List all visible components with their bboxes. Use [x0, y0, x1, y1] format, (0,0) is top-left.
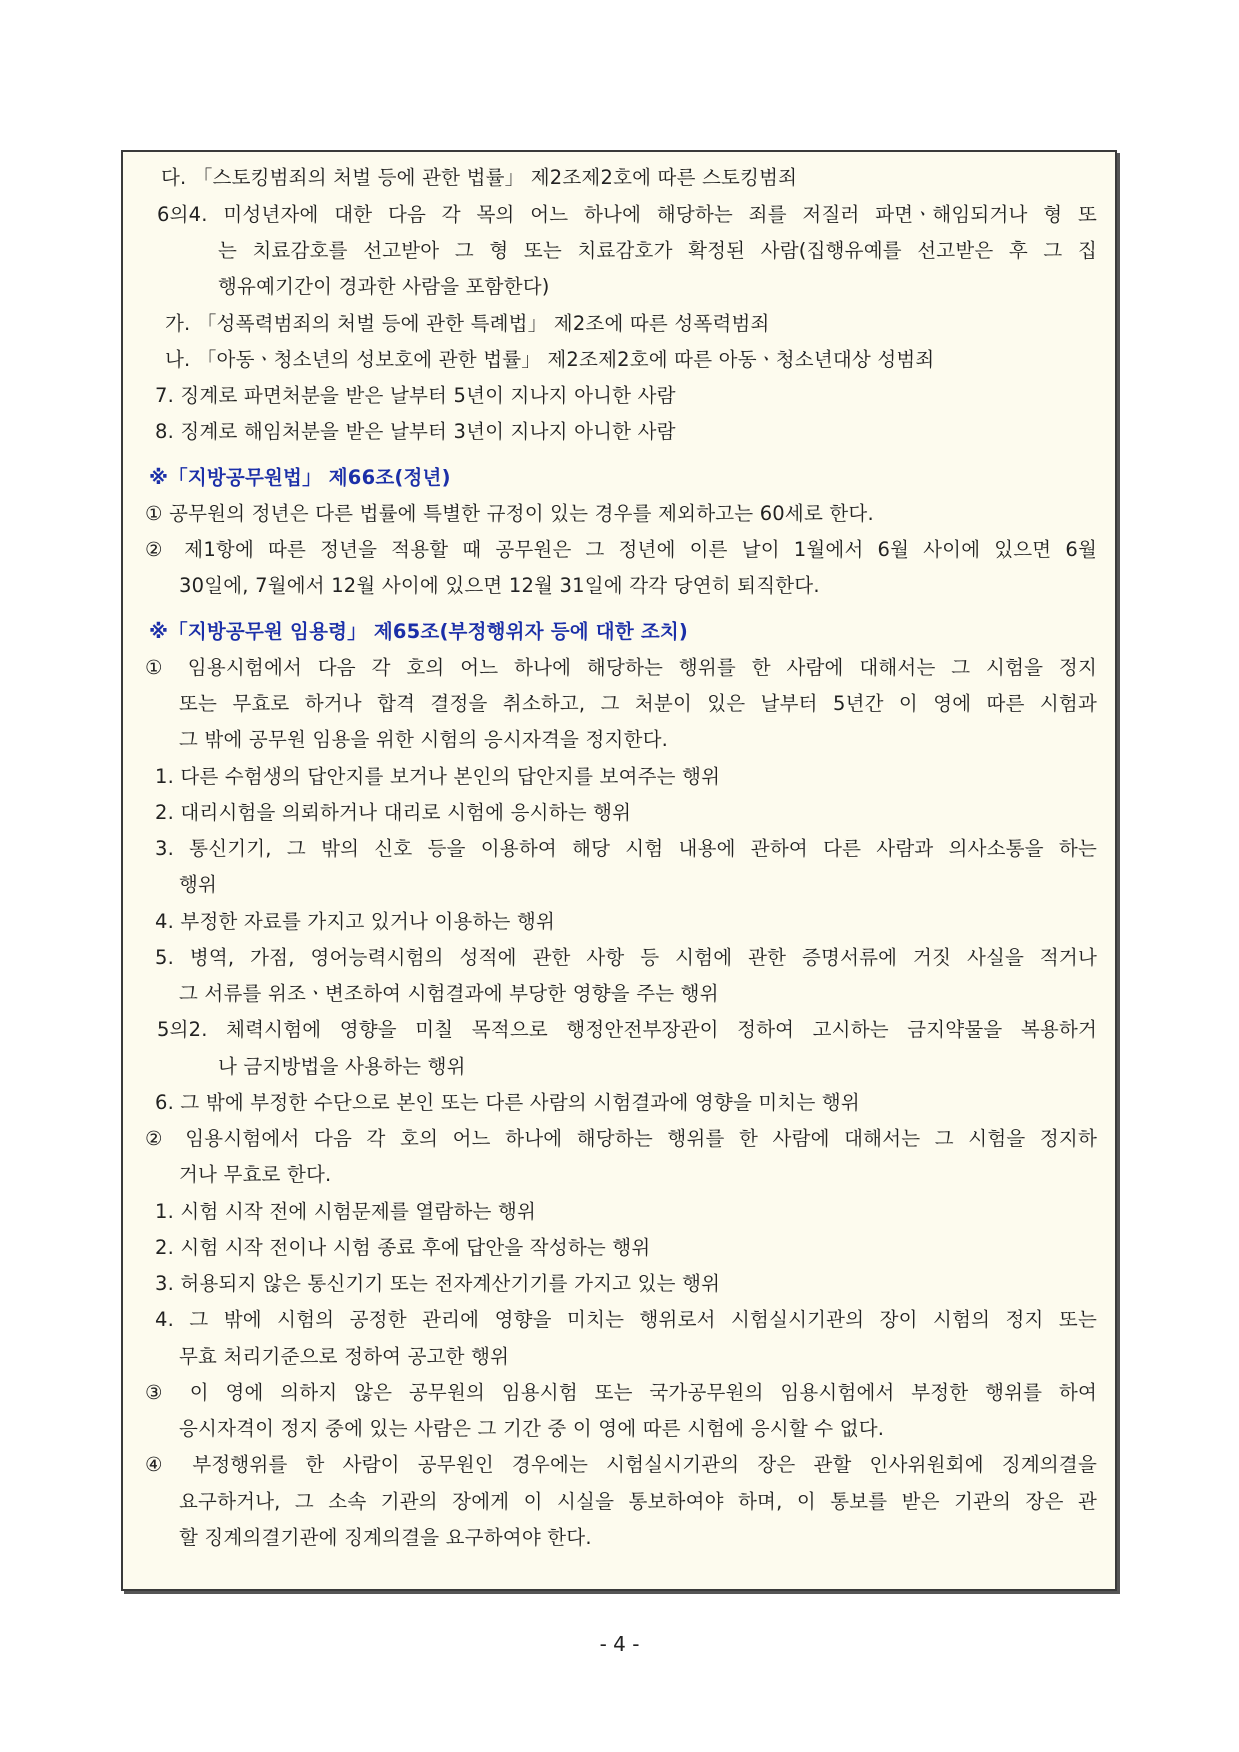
text-line: 30일에, 7월에서 12월 사이에 있으면 12월 31일에 각각 당연히 퇴직한다. [179, 574, 820, 597]
section-heading: ※「지방공무원 임용령」 제65조(부정행위자 등에 대한 조치) [149, 620, 689, 643]
text-line: 그 서류를 위조ㆍ변조하여 시험결과에 부당한 영향을 주는 행위 [179, 982, 719, 1005]
text-line: 4. 부정한 자료를 가지고 있거나 이용하는 행위 [155, 910, 556, 933]
text-line: 그 밖에 공무원 임용을 위한 시험의 응시자격을 정지한다. [179, 728, 669, 751]
text-line: 응시자격이 정지 중에 있는 사람은 그 기간 중 이 영에 따른 시험에 응시할 수 없다. [179, 1417, 885, 1440]
text-line: ② 임용시험에서 다음 각 호의 어느 하나에 해당하는 행위를 한 사람에 대해서는 그 시험을 정지하 [145, 1127, 1097, 1150]
text-line: 는 치료감호를 선고받아 그 형 또는 치료감호가 확정된 사람(집행유예를 선고받은 후 그 집 [218, 239, 1097, 262]
text-line: 6의4. 미성년자에 대한 다음 각 목의 어느 하나에 해당하는 죄를 저질러 파면ㆍ해임되거나 형 또 [157, 203, 1097, 226]
text-line: 5. 병역, 가점, 영어능력시험의 성적에 관한 사항 등 시험에 관한 증명서류에 거짓 사실을 적거나 [155, 946, 1097, 969]
text-line: 나 금지방법을 사용하는 행위 [218, 1055, 466, 1078]
law-excerpt-box [121, 150, 1117, 1591]
text-line: ④ 부정행위를 한 사람이 공무원인 경우에는 시험실시기관의 장은 관할 인사위원회에 징계의결을 [145, 1453, 1097, 1476]
text-line: 행유예기간이 경과한 사람을 포함한다) [218, 275, 550, 298]
text-line: 다. 「스토킹범죄의 처벌 등에 관한 법률」 제2조제2호에 따른 스토킹범죄 [161, 166, 798, 189]
text-line: 거나 무효로 한다. [179, 1163, 332, 1186]
text-line: ① 공무원의 정년은 다른 법률에 특별한 규정이 있는 경우를 제외하고는 60세로 한다. [145, 502, 874, 525]
text-line: 2. 시험 시작 전이나 시험 종료 후에 답안을 작성하는 행위 [155, 1236, 651, 1259]
text-line: 1. 다른 수험생의 답안지를 보거나 본인의 답안지를 보여주는 행위 [155, 765, 721, 788]
page-number: - 4 - [599, 1632, 640, 1656]
text-line: 7. 징계로 파면처분을 받은 날부터 5년이 지나지 아니한 사람 [155, 384, 676, 407]
section-heading: ※「지방공무원법」 제66조(정년) [149, 466, 451, 489]
text-line: 무효 처리기준으로 정하여 공고한 행위 [179, 1345, 510, 1368]
text-line: 6. 그 밖에 부정한 수단으로 본인 또는 다른 사람의 시험결과에 영향을 미치는 행위 [155, 1091, 860, 1114]
text-line: ③ 이 영에 의하지 않은 공무원의 임용시험 또는 국가공무원의 임용시험에서 부정한 행위를 하여 [145, 1381, 1097, 1404]
text-line: ① 임용시험에서 다음 각 호의 어느 하나에 해당하는 행위를 한 사람에 대해서는 그 시험을 정지 [145, 656, 1097, 679]
text-line: 할 징계의결기관에 징계의결을 요구하여야 한다. [179, 1526, 592, 1549]
text-line: 나. 「아동ㆍ청소년의 성보호에 관한 법률」 제2조제2호에 따른 아동ㆍ청소년대상 성범죄 [165, 348, 935, 371]
text-line: 가. 「성폭력범죄의 처벌 등에 관한 특례법」 제2조에 따른 성폭력범죄 [165, 312, 770, 335]
text-line: 5의2. 체력시험에 영향을 미칠 목적으로 행정안전부장관이 정하여 고시하는 금지약물을 복용하거 [157, 1018, 1097, 1041]
text-line: 요구하거나, 그 소속 기관의 장에게 이 시실을 통보하여야 하며, 이 통보를 받은 기관의 장은 관 [179, 1490, 1097, 1513]
text-line: ② 제1항에 따른 정년을 적용할 때 공무원은 그 정년에 이른 날이 1월에서 6월 사이에 있으면 6월 [145, 538, 1097, 561]
text-line: 또는 무효로 하거나 합격 결정을 취소하고, 그 처분이 있은 날부터 5년간 이 영에 따른 시험과 [179, 692, 1097, 715]
text-line: 행위 [179, 873, 218, 896]
text-line: 1. 시험 시작 전에 시험문제를 열람하는 행위 [155, 1200, 537, 1223]
text-line: 3. 허용되지 않은 통신기기 또는 전자계산기기를 가지고 있는 행위 [155, 1272, 721, 1295]
text-line: 3. 통신기기, 그 밖의 신호 등을 이용하여 해당 시험 내용에 관하여 다른 사람과 의사소통을 하는 [155, 837, 1097, 860]
text-line: 2. 대리시험을 의뢰하거나 대리로 시험에 응시하는 행위 [155, 801, 632, 824]
text-line: 8. 징계로 해임처분을 받은 날부터 3년이 지나지 아니한 사람 [155, 420, 676, 443]
text-line: 4. 그 밖에 시험의 공정한 관리에 영향을 미치는 행위로서 시험실시기관의 장이 시험의 정지 또는 [155, 1308, 1097, 1331]
